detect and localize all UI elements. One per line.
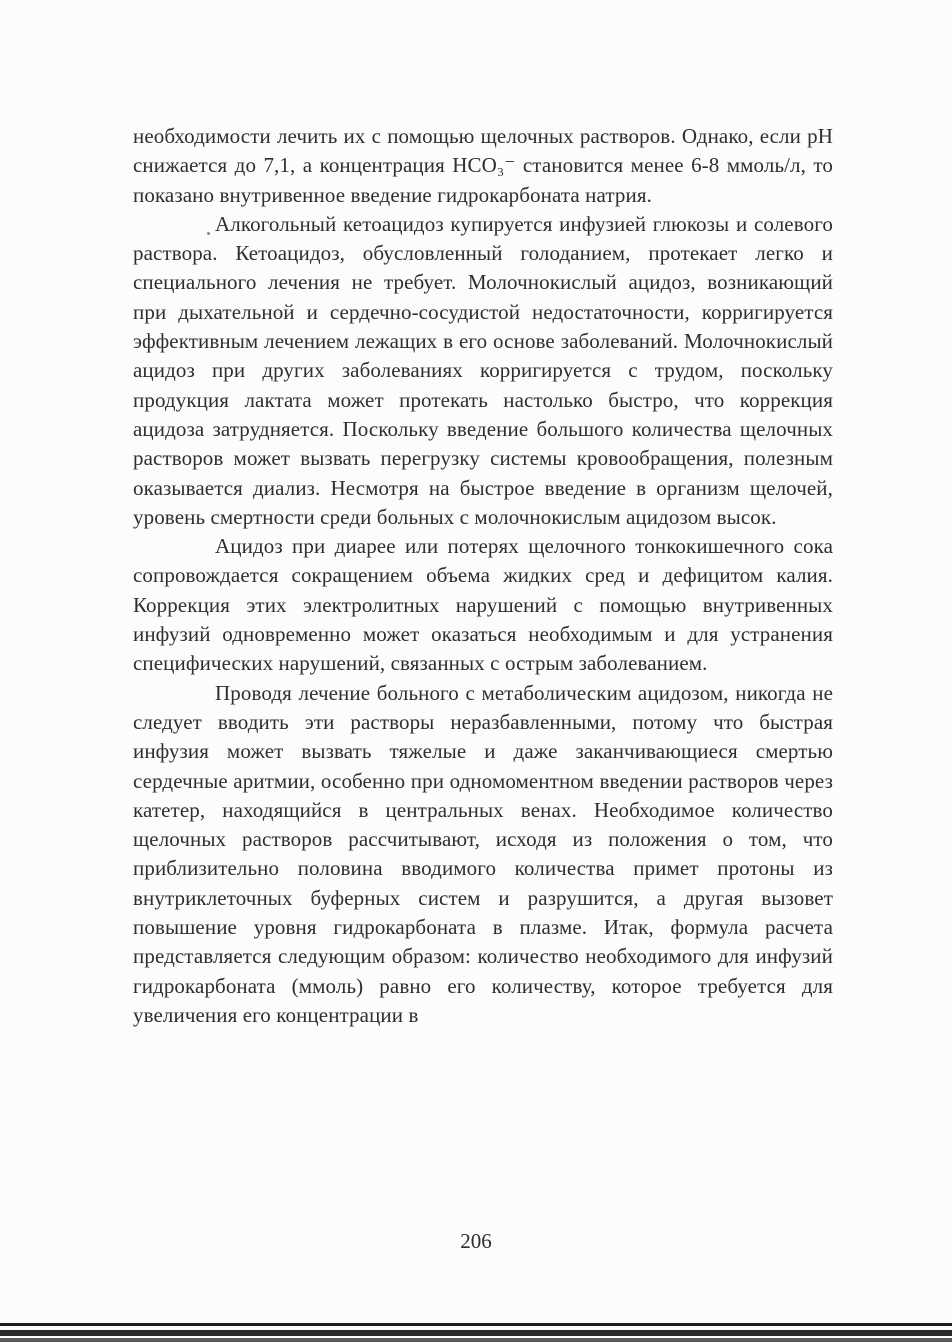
paragraph-1: необходимости лечить их с помощью щелочных растворов. Однако, если pH снижается до 7,1, а концентрация HCO₃⁻ становится менее 6-8 ммоль/л, то показано внутривенное введение гидрокарбоната натрия. <box>133 124 833 207</box>
scan-edge-band <box>0 1330 952 1336</box>
scan-edge-line <box>0 1323 952 1326</box>
page-number: 206 <box>460 1229 492 1253</box>
scan-speck <box>207 232 210 235</box>
paragraph-3: Ацидоз при диарее или потерях щелочного тонкокишечного сока сопровождается сокращением объема жидких сред и дефицитом калия. Коррекция этих электролитных нарушений с помощью внутривенных инфузий одновременно может оказаться необходимым и для устранения специфических нарушений, связанных с острым заболеванием. <box>133 534 833 676</box>
paragraph-2: Алкогольный кетоацидоз купируется инфузией глюкозы и солевого раствора. Кетоацидоз, обусловленный голоданием, протекает легко и специального лечения не требует. Молочнокислый ацидоз, возникающий при дыхательной и сердечно-сосудистой недостаточности, корригируется эффективным лечением лежащих в его основе заболеваний. Молочнокислый ацидоз при других заболеваниях корригируется с трудом, поскольку продукция лактата может протекать настолько быстро, что коррекция ацидоза затрудняется. Поскольку введение большого количества щелочных растворов может вызвать перегрузку системы кровообращения, полезным оказывается диализ. Несмотря на быстрое введение в организм щелочей, уровень смертности среди больных с молочнокислым ацидозом высок. <box>133 211 833 529</box>
body-text <box>133 122 833 1030</box>
paragraph-4: Проводя лечение больного с метаболическим ацидозом, никогда не следует вводить эти растворы неразбавленными, потому что быстрая инфузия может вызвать тяжелые и даже заканчивающиеся смертью сердечные аритмии, особенно при одномоментном введении растворов через катетер, находящийся в центральных венах. Необходимое количество щелочных растворов рассчитывают, исходя из положения о том, что приблизительно половина вводимого количества примет протоны из внутриклеточных буферных систем и разрушится, а другая вызовет повышение уровня гидрокарбоната в плазме. Итак, формула расчета представляется следующим образом: количество необходимого для инфузий гидрокарбоната (ммоль) равно его количеству, которое требуется для увеличения его концентрации в <box>133 680 833 1027</box>
scan-edge-shadow <box>0 1338 952 1342</box>
